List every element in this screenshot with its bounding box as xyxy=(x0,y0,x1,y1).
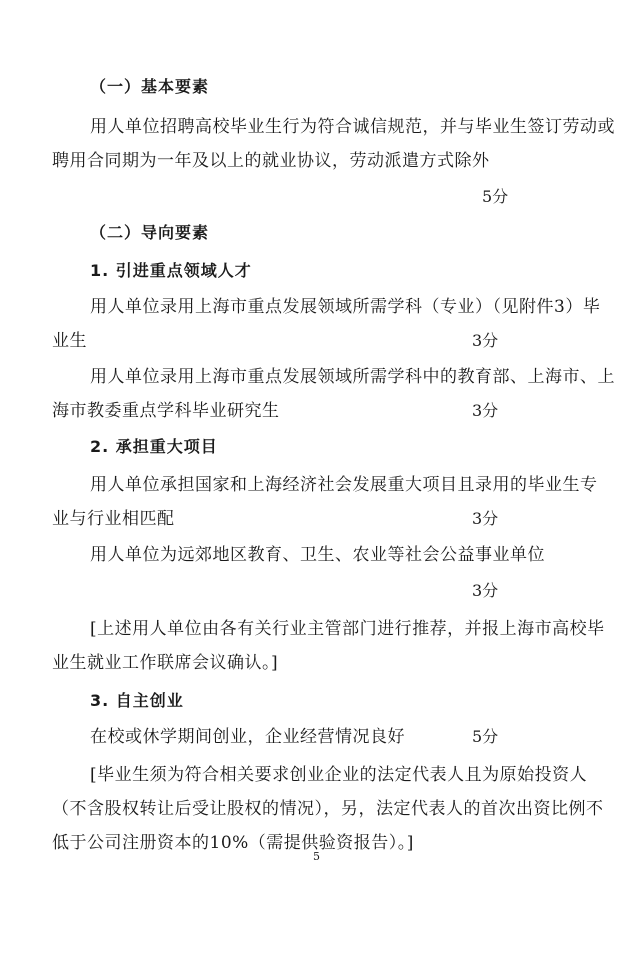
score-value: 3分 xyxy=(472,581,499,600)
score-value: 3分 xyxy=(472,331,499,350)
note-line: [上述用人单位由各有关行业主管部门进行推荐，并报上海市高校毕 xyxy=(90,619,605,639)
paragraph-line: 用人单位承担国家和上海经济社会发展重大项目且录用的毕业生专 xyxy=(90,475,598,495)
section-heading-basic: （一）基本要素 xyxy=(90,77,210,96)
paragraph-line: 用人单位招聘高校毕业生行为符合诚信规范，并与毕业生签订劳动或 xyxy=(90,117,615,137)
paragraph-line: 用人单位录用上海市重点发展领域所需学科（专业）（见附件3）毕 xyxy=(90,297,601,317)
paragraph-line: 在校或休学期间创业，企业经营情况良好 xyxy=(90,727,405,747)
note-line: [毕业生须为符合相关要求创业企业的法定代表人且为原始投资人 xyxy=(90,765,588,785)
subsection-heading-talent: 1. 引进重点领域人才 xyxy=(90,261,252,280)
paragraph-line: 用人单位录用上海市重点发展领域所需学科中的教育部、上海市、上 xyxy=(90,367,615,387)
paragraph-line: 用人单位为远郊地区教育、卫生、农业等社会公益事业单位 xyxy=(90,545,545,565)
subsection-heading-entrepreneurship: 3. 自主创业 xyxy=(90,691,184,710)
score-value: 5分 xyxy=(482,187,509,206)
page-number: 5 xyxy=(313,850,320,863)
paragraph-line: 海市教委重点学科毕业研究生 xyxy=(52,401,280,421)
subsection-heading-projects: 2. 承担重大项目 xyxy=(90,437,218,456)
score-value: 5分 xyxy=(472,727,499,746)
score-value: 3分 xyxy=(472,509,499,528)
score-value: 3分 xyxy=(472,401,499,420)
paragraph-line: 业与行业相匹配 xyxy=(52,509,175,529)
paragraph-line: 业生 xyxy=(52,331,87,351)
note-line: （不含股权转让后受让股权的情况），另，法定代表人的首次出资比例不 xyxy=(52,799,604,819)
note-line: 低于公司注册资本的10%（需提供验资报告）。] xyxy=(52,833,414,853)
note-line: 业生就业工作联席会议确认。] xyxy=(52,653,279,673)
section-heading-guide: （二）导向要素 xyxy=(90,223,210,242)
paragraph-line: 聘用合同期为一年及以上的就业协议，劳动派遣方式除外 xyxy=(52,151,490,171)
